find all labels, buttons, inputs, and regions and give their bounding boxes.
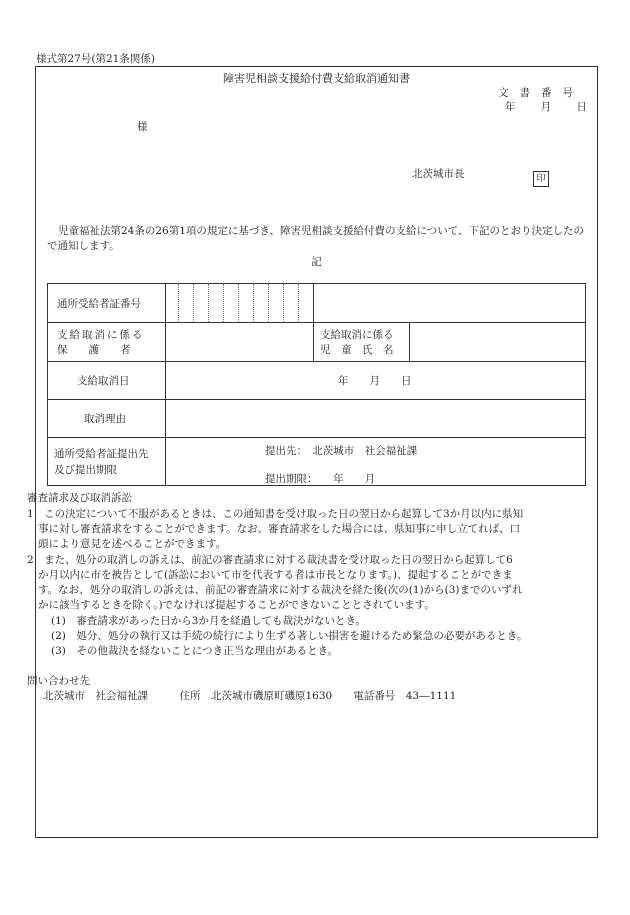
body-text: 児童福祉法第24条の26第1項の規定に基づき、障害児相談支援給付費の支給について、下記のとおり決定したので通知します。 xyxy=(47,225,585,252)
mayor-label: 北茨城市長 xyxy=(412,168,465,180)
contact-heading: 問い合わせ先 xyxy=(27,675,90,687)
notes-line: 頭により意見を述べることができます。 xyxy=(38,538,227,550)
cancel-date-label: 支給取消日 xyxy=(77,375,130,387)
date-label: 年 月 日 xyxy=(504,101,587,113)
notes-line: 1 この決定について不服があるときは、この通知書を受け取った日の翌日から起算して3か月以内に県知 xyxy=(27,508,524,520)
notes-item: (2) 処分、処分の執行又は手続の続行により生ずる著しい損害を避けるため緊急の必要があるとき。 xyxy=(51,630,528,642)
notes-line: 2 また、処分の取消しの訴えは、前記の審査請求に対する裁決書を受け取った日の翌日から起算して6 xyxy=(27,554,513,566)
recipient-number-label: 通所受給者証番号 xyxy=(57,298,141,310)
document-title: 障害児相談支援給付費支給取消通知書 xyxy=(223,72,410,85)
notes-line: か月以内に市を被告として(訴訟において市を代表する者は市長となります。)、提起することができま xyxy=(38,569,513,581)
notes-line: 事に対し審査請求をすることができます。なお、審査請求をした場合には、県知事に申し立てれば、口 xyxy=(38,523,521,535)
notes-item: (3) その他裁決を経ないことにつき正当な理由があるとき。 xyxy=(51,645,339,657)
notes-line: かに該当するときを除く。)でなければ提起することができないこととされています。 xyxy=(38,599,435,611)
submission-deadline-text: 提出期限： 年 月 xyxy=(265,473,376,485)
submission-label-line1: 通所受給者証提出先 xyxy=(54,448,149,460)
seal-mark: 印 xyxy=(533,171,549,187)
notes-item: (1) 審査請求があった日から3か月を経過しても裁決がないとき。 xyxy=(51,615,367,627)
contact-line: 北茨城市 社会福祉課 住所 北茨城市磯原町磯原1630 電話番号 43―1111 xyxy=(43,690,457,702)
details-table xyxy=(47,283,586,486)
cancel-reason-label: 取消理由 xyxy=(84,413,126,425)
submit-to-text: 提出先： 北茨城市 社会福祉課 xyxy=(265,445,418,457)
document-number-label: 文書番号 xyxy=(498,87,584,99)
notes-line: す。なお、処分の取消しの訴えは、前記の審査請求に対する裁決を経た後(次の(1)から(3)までのいずれ xyxy=(38,584,523,596)
notice-frame xyxy=(27,66,598,838)
addressee-label: 様 xyxy=(137,121,148,133)
guardian-label-line2: 保 護 者 xyxy=(57,344,131,356)
form-label: 様式第27号(第21条関係) xyxy=(36,53,155,65)
guardian-label-line1: 支給取消に係る xyxy=(57,329,145,341)
notes-heading: 審査請求及び取消訴訟 xyxy=(27,492,132,504)
submission-label-line2: 及び提出期限 xyxy=(54,464,117,476)
cancel-date-value: 年 月 日 xyxy=(338,375,412,387)
child-name-label-line2: 児 童 氏 名 xyxy=(320,344,394,356)
child-name-label-line1: 支給取消に係る xyxy=(320,329,394,341)
ki-heading: 記 xyxy=(311,256,322,268)
